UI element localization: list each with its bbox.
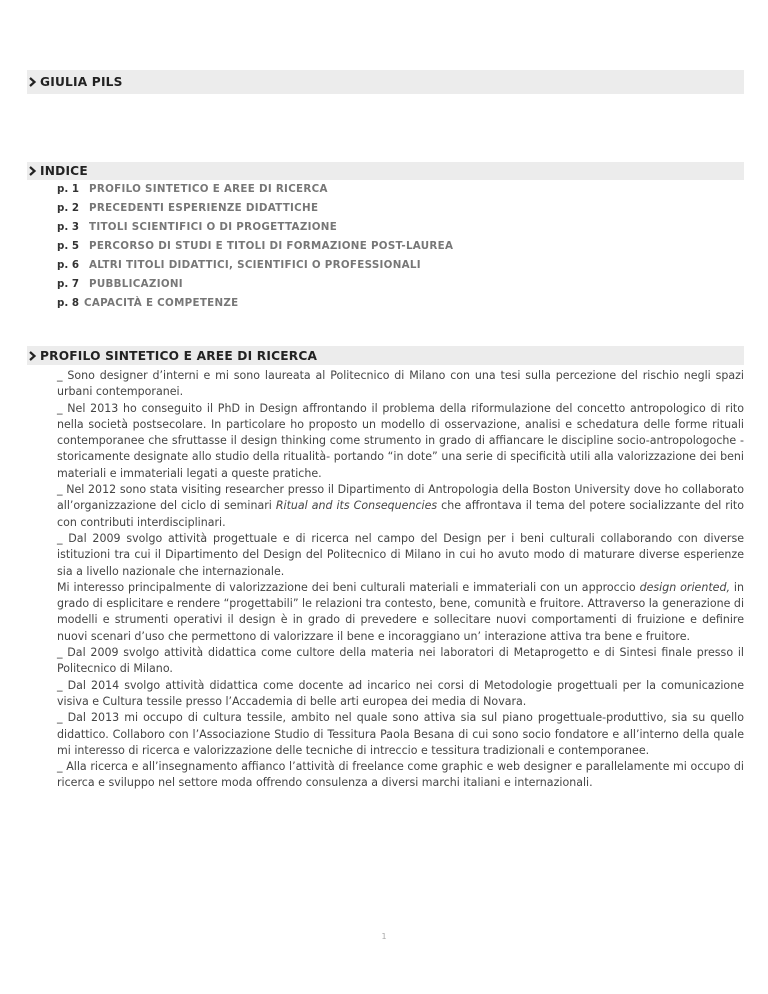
paragraph: _ Alla ricerca e all’insegnamento affianco l’attività di freelance come graphic e web designer e parallelamente mi occupo di ricerca e sviluppo nel settore moda offrendo consulenza a diversi marchi italiani e internazionali.	[57, 760, 744, 790]
paragraph: _ Dal 2009 svolgo attività didattica come cultore della materia nei laboratori di Metaprogetto e di Sintesi finale presso il Politecnico di Milano.	[57, 646, 744, 676]
paragraph: _ Dal 2013 mi occupo di cultura tessile, ambito nel quale sono attiva sia sul piano progettuale-produttivo, sia su quello didattico. Collaboro con l’Associazione Studio di Tessitura Paola Besana di cui sono socio fondatore e all’interno della quale mi interesso di ricerca e valorizzazione delle tecniche di intreccio e tessitura tradizionali e contemporanee.	[57, 711, 744, 757]
toc-page: p. 8	[57, 297, 80, 309]
toc-title: PRECEDENTI ESPERIENZE DIDATTICHE	[89, 202, 319, 214]
toc-title: ALTRI TITOLI DIDATTICI, SCIENTIFICI O PROFESSIONALI	[89, 259, 421, 271]
paragraph: _ Nel 2013 ho conseguito il PhD in Design affrontando il problema della riformulazione del concetto antropologico di rito nella società postsecolare. In particolare ho proposto un modello di osservazione, analisi e schedatura delle forme rituali contemporanee che sfruttasse il design thinking come strumento in grado di affiancare le discipline socio-antropologoche -storicamente designate allo studio della ritualità- portando “in dote” una serie di specificità utili alla valorizzazione dei beni materiali e immateriali legati a queste pratiche.	[57, 401, 744, 480]
name-header-bar	[27, 70, 744, 94]
toc-item	[57, 237, 453, 256]
toc-item	[57, 294, 453, 313]
person-name: GIULIA PILS	[40, 75, 123, 89]
toc-page: p. 5	[57, 240, 80, 252]
paragraph: _ Dal 2014 svolgo attività didattica come docente ad incarico nei corsi di Metodologie progettuali per la comunicazione visiva e Cultura tessile presso l’Accademia di belle arti europea dei media di Novara.	[57, 678, 744, 708]
toc-title: TITOLI SCIENTIFICI O DI PROGETTAZIONE	[89, 221, 338, 233]
text-run: in grado di esplicitare e rendere “progettabili” le relazioni tra contesto, bene, comunità e fruitore. Attraverso la generazione di modelli e strumenti operativi il design è in grado di prevedere e sollecitare nuovi comportamenti di fruizione e definire nuovi scenari d’uso che permettono di valorizzare il bene e incoraggiano un’ interazione attiva tra bene e fruitore.	[57, 580, 745, 643]
table-of-contents	[57, 180, 453, 313]
toc-page: p. 2	[57, 202, 80, 214]
toc-page: p. 7	[57, 278, 80, 290]
paragraph: _ Dal 2009 svolgo attività progettuale e di ricerca nel campo del Design per i beni culturali collaborando con diverse istituzioni tra cui il Dipartimento del Design del Politecnico di Milano in cui ho avuto modo di maturare diverse esperienze sia a livello nazionale che internazionale.	[57, 531, 744, 578]
toc-title: PERCORSO DI STUDI E TITOLI DI FORMAZIONE POST-LAUREA	[89, 240, 454, 252]
toc-page: p. 3	[57, 221, 80, 233]
toc-item	[57, 256, 453, 275]
index-title: INDICE	[40, 164, 88, 178]
text-run: _ Nel 2012 sono stata visiting researcher presso il Dipartimento di Antropologia della Boston University dove ho collaborato all’organizzazione del ciclo di seminari	[57, 483, 744, 513]
toc-item	[57, 275, 453, 294]
toc-item	[57, 199, 453, 218]
toc-title: CAPACITÀ E COMPETENZE	[84, 297, 239, 309]
toc-title: PUBBLICAZIONI	[89, 278, 183, 290]
paragraph	[57, 482, 744, 531]
seminar-title: Ritual and its Consequencies	[275, 499, 438, 513]
toc-item	[57, 180, 453, 199]
chevron-right-icon	[28, 351, 37, 361]
toc-page: p. 1	[57, 183, 80, 195]
page-number: 1	[381, 932, 387, 941]
paragraph: _ Sono designer d’interni e mi sono laureata al Politecnico di Milano con una tesi sulla percezione del rischio negli spazi urbani contemporanei.	[57, 369, 744, 399]
chevron-right-icon	[28, 77, 37, 87]
index-header-bar	[27, 162, 744, 180]
toc-title: PROFILO SINTETICO E AREE DI RICERCA	[89, 183, 328, 195]
emphasis-text: design oriented,	[639, 580, 730, 594]
profile-header-bar	[27, 346, 744, 365]
chevron-right-icon	[28, 166, 37, 176]
toc-page: p. 6	[57, 259, 80, 271]
profile-body	[57, 368, 744, 792]
text-run: che affrontava il tema del potere socializzante del rito con contributi interdisciplinari.	[57, 499, 744, 529]
toc-item	[57, 218, 453, 237]
profile-section-title: PROFILO SINTETICO E AREE DI RICERCA	[40, 348, 318, 363]
paragraph	[57, 580, 744, 645]
text-run: Mi interesso principalmente di valorizzazione dei beni culturali materiali e immateriali con un approccio	[57, 580, 640, 594]
